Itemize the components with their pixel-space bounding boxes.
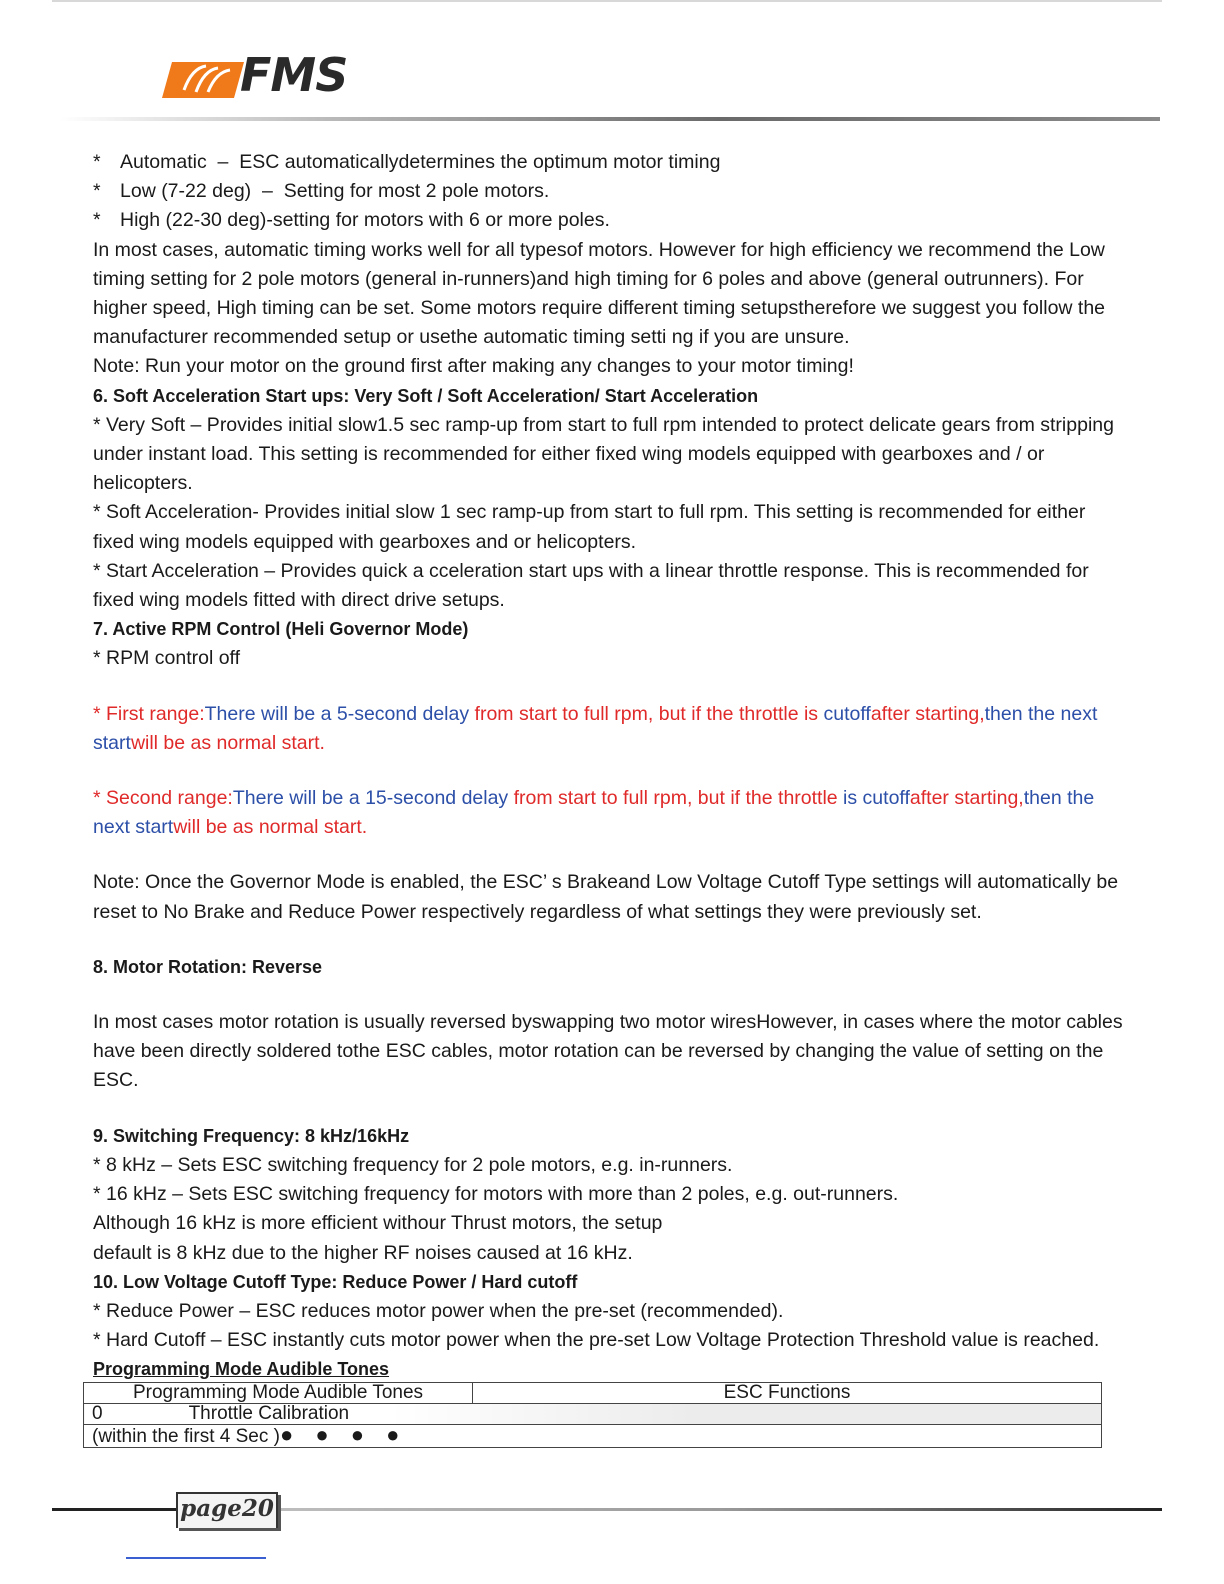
governor-note: Note: Once the Governor Mode is enabled, the ESC’ s Brakeand Low Voltage Cutoff Type settings will automatically be reset to No Brake and Reduce Power respectively regardless of what settings they were previously set. — [93, 871, 1119, 923]
page-number: page20 — [180, 1495, 274, 1522]
logo-wordmark: FMS — [240, 48, 348, 102]
section-9-line: * 16 kHz – Sets ESC switching frequency for motors with more than 2 poles, e.g. out-runners. — [93, 1183, 899, 1206]
audible-tones-table — [83, 1382, 1102, 1448]
footer-rule-left — [52, 1508, 180, 1511]
section-6-item: * Soft Acceleration- Provides initial slow 1 sec ramp-up from start to full rpm. This setting is recommended for either fixed wing models equipped with gearboxes and or helicopters. — [93, 501, 1086, 553]
table-header-cell: ESC Functions — [473, 1383, 1102, 1404]
table-row — [84, 1425, 1102, 1448]
section-6-item: * Start Acceleration – Provides quick a cceleration start ups with a linear throttle response. This is recommended for fixed wing models fitted with direct drive setups. — [93, 559, 1089, 612]
top-border — [52, 0, 1162, 2]
footer-rule-right — [278, 1508, 1162, 1511]
second-range-text: * Second range:There will be a 15-second delay from start to full rpm, but if the throttle is cutoffafter starting,then the next startwill be as normal start. — [93, 787, 1095, 839]
section-8-text: In most cases motor rotation is usually reversed byswapping two motor wiresHowever, in cases where the motor cables have been directly soldered tothe ESC cables, motor rotation can be reversed by changing the value of setting on the ESC. — [93, 1011, 1123, 1092]
tone-dots: ● ● ● ● — [279, 1422, 408, 1447]
section-6-item: * Very Soft – Provides initial slow1.5 sec ramp-up from start to full rpm intended to protect delicate gears from stripping under instant load. This setting is recommended for either fixed wing models equipped with gearboxes and / or helicopters. — [93, 413, 1114, 495]
header-rule — [60, 117, 1160, 121]
rpm-control-off: * RPM control off — [93, 647, 241, 670]
timing-note: Note: Run your motor on the ground first after making any changes to your motor timing! — [93, 355, 854, 378]
table-header-row — [84, 1383, 1102, 1404]
section-10-line: * Reduce Power – ESC reduces motor power when the pre-set (recommended). — [93, 1299, 784, 1322]
section-6-heading: 6. Soft Acceleration Start ups: Very Soft / Soft Acceleration/ Start Acceleration — [93, 385, 759, 406]
section-9-line: default is 8 kHz due to the higher RF noises caused at 16 kHz. — [93, 1241, 633, 1264]
section-9-line: * 8 kHz – Sets ESC switching frequency for 2 pole motors, e.g. in-runners. — [93, 1153, 733, 1176]
section-10-heading: 10. Low Voltage Cutoff Type: Reduce Power / Hard cutoff — [93, 1271, 578, 1292]
section-9-line: Although 16 kHz is more efficient withour Thrust motors, the setup — [93, 1212, 663, 1235]
fms-wing-logo-icon — [162, 60, 244, 100]
table-cell: (within the first 4 Sec )● ● ● ● — [84, 1425, 1102, 1448]
timing-bullet: * Low (7-22 deg) – Setting for most 2 pole motors. — [93, 180, 550, 203]
section-8-heading: 8. Motor Rotation: Reverse — [93, 956, 323, 977]
timing-bullet: * High (22-30 deg)-setting for motors with 6 or more poles. — [93, 209, 610, 232]
table-row — [84, 1404, 1102, 1425]
footer-link-underline — [126, 1557, 266, 1559]
page-number-tab — [176, 1492, 278, 1528]
fms-logo — [160, 48, 390, 102]
timing-paragraph: In most cases, automatic timing works well for all typesof motors. However for high efficiency we recommend the Low timing setting for 2 pole motors (general in-runners)and high timing for 6 poles and above (general outrunners). For higher speed, High timing can be set. Some motors require different timing setupstherefore we suggest you follow the manufacturer recommended setup or usethe automatic timing setti ng if you are unsure. — [93, 238, 1106, 349]
section-10-line: * Hard Cutoff – ESC instantly cuts motor power when the pre-set Low Voltage Protection Threshold value is reached. — [93, 1329, 1100, 1352]
timing-bullet: * Automatic – ESC automaticallydetermines the optimum motor timing — [93, 151, 721, 173]
section-9-heading: 9. Switching Frequency: 8 kHz/16kHz — [93, 1125, 410, 1146]
first-range-text: * First range:There will be a 5-second delay from start to full rpm, but if the throttle is cutoffafter starting,then the next startwill be as normal start. — [93, 702, 1098, 754]
section-7-heading: 7. Active RPM Control (Heli Governor Mode) — [93, 619, 469, 640]
tones-title: Programming Mode Audible Tones — [93, 1359, 390, 1380]
table-cell: 0 Throttle Calibration — [84, 1404, 1102, 1425]
table-header-cell: Programming Mode Audible Tones — [84, 1383, 473, 1404]
manual-content — [93, 148, 1128, 1385]
